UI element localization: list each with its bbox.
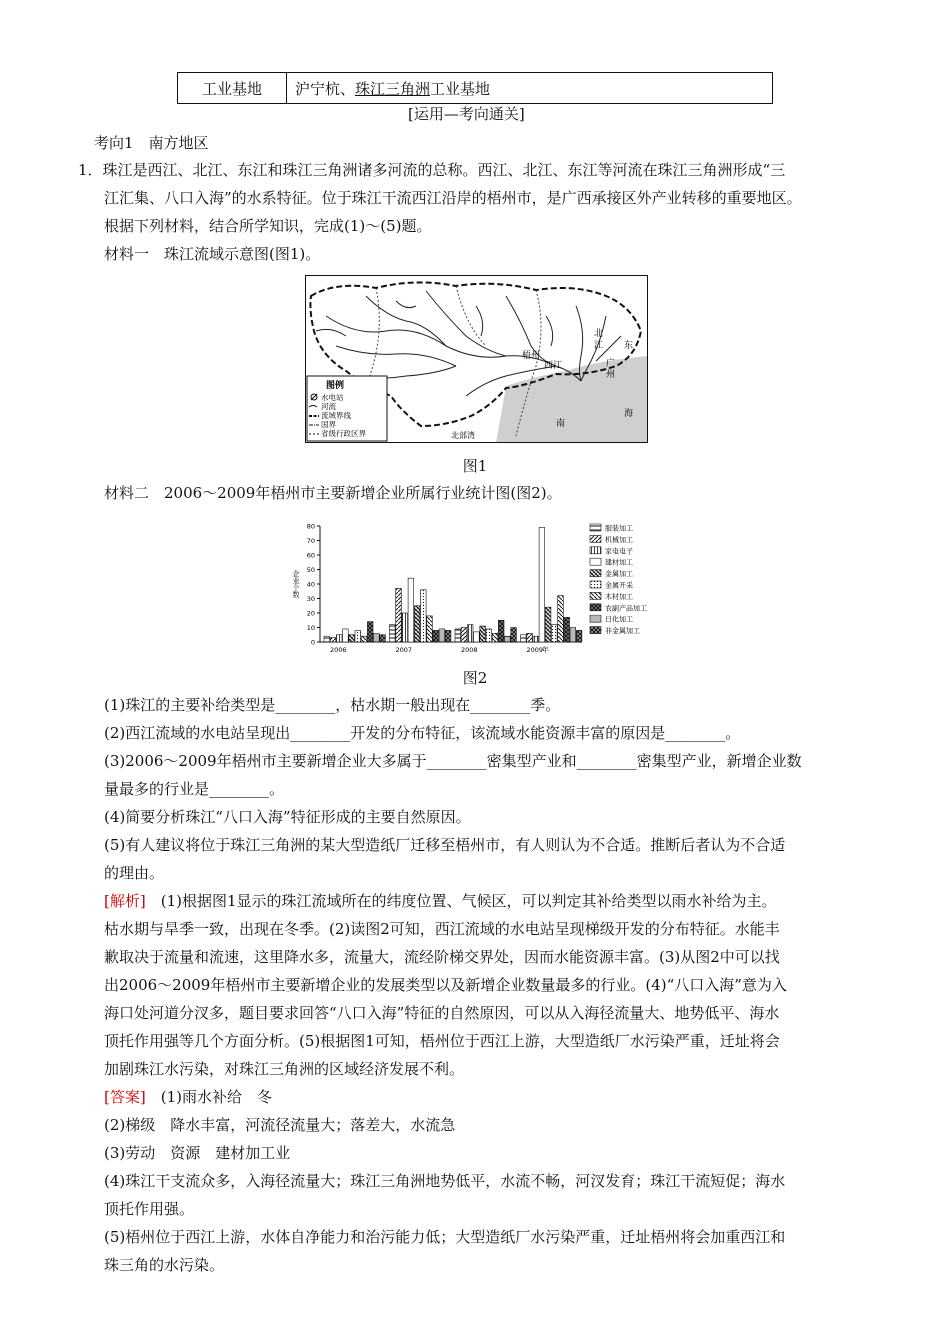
bar [552, 625, 558, 642]
subquestion-2: (2)西江流域的水电站呈现出________开发的分布特征，该流域水能资源丰富的原因是________。 [104, 724, 741, 742]
bar [336, 635, 342, 642]
bar [564, 617, 570, 642]
answer-tag: [答案] [104, 1088, 146, 1106]
subquestion-3-cont: 量最多的行业是________。 [104, 780, 285, 798]
legend-label: 家电电子 [605, 547, 633, 556]
legend-label: 日化加工 [605, 615, 633, 624]
map-label-zhou: 州 [606, 370, 616, 380]
bar [570, 628, 576, 643]
pearl-river-map [305, 275, 648, 443]
bar [445, 630, 451, 642]
kaoxiang-title: 考向1 南方地区 [94, 134, 209, 152]
bar [324, 636, 330, 642]
legend-swatch [590, 535, 601, 542]
x-axis-label: 年 [542, 646, 549, 654]
bar [408, 578, 414, 642]
bar [396, 588, 402, 642]
legend-swatch [590, 581, 601, 588]
bar [349, 635, 355, 642]
map-label-hai: 海 [624, 409, 634, 419]
map-label-beibuwan: 北部湾 [451, 431, 475, 440]
bar [455, 629, 461, 642]
bar [480, 626, 486, 642]
legend-label: 金属加工 [605, 570, 633, 579]
legend-label: 非金属加工 [605, 627, 640, 636]
legend-label: 金属开采 [605, 581, 633, 590]
legend-title: 图例 [326, 381, 345, 391]
subquestion-5-cont: 的理由。 [104, 864, 165, 882]
answer-line: (5)梧州位于西江上游，水体自净能力和治污能力低；大型造纸厂水污染严重，迁址梧州将会加重西江和 [104, 1228, 786, 1246]
answer-line: 顶托作用强。 [104, 1200, 195, 1218]
legend-swatch [590, 604, 601, 611]
bar [461, 628, 467, 643]
legend-item: 国界 [321, 420, 336, 429]
table-cell-value: 沪宁杭、珠江三角洲工业基地 [287, 73, 773, 104]
legend-label: 服装加工 [605, 524, 633, 533]
analysis-line: 海口处河道分汊多，题目要求回答“八口入海”特征的自然原因，可以从入海径流量大、地势低平、海水 [104, 1004, 780, 1022]
map-label-xijiang: 西江 [544, 361, 563, 371]
map-label-dong: 东 [624, 341, 634, 351]
bar [402, 613, 408, 642]
material-two: 材料二 2006～2009年梧州市主要新增企业所属行业统计图(图2)。 [104, 484, 562, 502]
y-tick-label: 50 [306, 566, 315, 574]
legend-label: 建材加工 [605, 558, 633, 567]
analysis-line: 歉取决于流量和流速，这里降水多，流量大，流经阶梯交界处，因而水能资源丰富。(3)从图2中可以找 [104, 948, 780, 966]
analysis-line: 加剧珠江水污染，对珠江三角洲的区域经济发展不利。 [104, 1060, 465, 1078]
map-label-jiang: 江 [594, 341, 604, 351]
bar [545, 607, 551, 642]
analysis-line: 顶托作用强等几个方面分析。(5)根据图1可知，梧州位于西江上游，大型造纸厂水污染严重，迁址将会 [104, 1032, 780, 1050]
x-tick-label: 2006 [330, 646, 347, 654]
y-tick-label: 40 [306, 580, 315, 589]
map-drawing [306, 276, 647, 442]
bar [527, 633, 533, 642]
bar [511, 628, 517, 643]
bar [374, 633, 380, 642]
subquestion-1: (1)珠江的主要补给类型是________，枯水期一般出现在________季。 [104, 696, 561, 714]
x-tick-label: 2009 [526, 646, 544, 654]
bar [439, 629, 445, 642]
legend-item: 河流 [321, 402, 336, 411]
bar [343, 629, 349, 642]
bar [367, 622, 373, 642]
material-one: 材料一 珠江流域示意图(图1)。 [104, 245, 321, 263]
y-tick-label: 70 [306, 537, 315, 545]
bar [361, 636, 367, 642]
bar [355, 630, 361, 642]
map-label-wuzhou: 梧州 [522, 351, 541, 361]
legend-swatch [590, 558, 601, 565]
legend-label: 农副产品加工 [605, 604, 647, 613]
legend-swatch [590, 627, 601, 634]
bar [505, 636, 511, 642]
bar [467, 625, 473, 642]
answer-line: 珠三角的水污染。 [104, 1256, 225, 1274]
x-tick-label: 2007 [395, 646, 413, 654]
analysis-line: 枯水期与旱季一致，出现在冬季。(2)读图2可知，西江流域的水电站呈现梯级开发的分布特征。水能丰 [104, 920, 780, 938]
subquestion-3: (3)2006～2009年梧州市主要新增企业大多属于________密集型产业和________密集型产业，新增企业数 [104, 752, 802, 770]
bar [330, 638, 336, 642]
bar [533, 636, 539, 642]
bar-chart-svg [290, 520, 670, 660]
bar [433, 630, 439, 642]
legend-item: 省级行政区界 [321, 429, 366, 438]
legend-label: 木材加工 [605, 592, 633, 601]
legend-item: 水电站 [321, 393, 344, 402]
question-line: 1．珠江是西江、北江、东江和珠江三角洲诸多河流的总称。西江、北江、东江等河流在珠江三角洲形成“三 [78, 161, 786, 179]
bar [486, 629, 492, 642]
figure-1-caption: 图1 [462, 457, 488, 475]
y-tick-label: 0 [310, 638, 315, 647]
bar [558, 596, 564, 642]
figure-2-caption: 图2 [462, 669, 488, 687]
x-tick-label: 2008 [461, 646, 478, 654]
y-tick-label: 10 [306, 624, 315, 632]
legend-label: 机械加工 [605, 535, 633, 544]
legend-swatch [590, 615, 601, 622]
map-label-bei: 北 [594, 329, 604, 339]
analysis-line: 出2006～2009年梧州市主要新增企业的发展类型以及新增企业数量最多的行业。(4)“八口入海”意为入 [104, 976, 787, 994]
y-axis-label: 企业个数 [292, 570, 300, 598]
map-label-guang: 广 [606, 359, 616, 369]
analysis-tag: [解析] [104, 892, 146, 910]
bar [498, 620, 504, 642]
bar [390, 625, 396, 642]
bar [576, 630, 582, 642]
answer-line: (3)劳动 资源 建材加工业 [104, 1144, 291, 1162]
bar [474, 632, 480, 642]
question-line: 江汇集、八口入海”的水系特征。位于珠江干流西江沿岸的梧州市，是广西承接区外产业转移的重要地区。 [104, 189, 802, 207]
bar [539, 527, 545, 642]
map-label-nan: 南 [556, 419, 566, 429]
subquestion-5: (5)有人建议将位于珠江三角洲的某大型造纸厂迁移至梧州市，有人则认为不合适。推断后者认为不合适 [104, 836, 786, 854]
legend-swatch [590, 547, 601, 554]
y-tick-label: 30 [306, 595, 315, 603]
bar [414, 606, 420, 642]
legend-swatch [590, 570, 601, 577]
section-title: [运用—考向通关] [408, 105, 525, 123]
legend-swatch [590, 524, 601, 531]
answer-line: (4)珠江干支流众多，入海径流量大；珠江三角洲地势低平，水流不畅，河汊发育；珠江干流短促；海水 [104, 1172, 786, 1190]
legend-item: 流域界线 [321, 411, 351, 420]
subquestion-4: (4)简要分析珠江“八口入海”特征形成的主要自然原因。 [104, 808, 471, 826]
answer-line: (2)梯级 降水丰富，河流径流量大；落差大，水流急 [104, 1116, 456, 1134]
bar [427, 616, 433, 642]
answer-first-line: [答案] (1)雨水补给 冬 [104, 1088, 272, 1106]
bar [521, 635, 527, 642]
bar [492, 633, 498, 642]
bar [421, 590, 427, 642]
industry-base-table [177, 72, 773, 104]
bar [380, 635, 386, 642]
y-tick-label: 60 [306, 551, 315, 560]
analysis-first-line: [解析] (1)根据图1显示的珠江流域所在的纬度位置、气候区，可以判定其补给类型以雨水补给为主。 [104, 892, 777, 910]
question-line: 根据下列材料，结合所学知识，完成(1)～(5)题。 [104, 217, 432, 235]
y-tick-label: 80 [306, 522, 315, 531]
enterprise-bar-chart [290, 520, 670, 660]
table-cell-label: 工业基地 [178, 73, 287, 104]
y-tick-label: 20 [306, 609, 315, 618]
legend-swatch [590, 592, 601, 599]
